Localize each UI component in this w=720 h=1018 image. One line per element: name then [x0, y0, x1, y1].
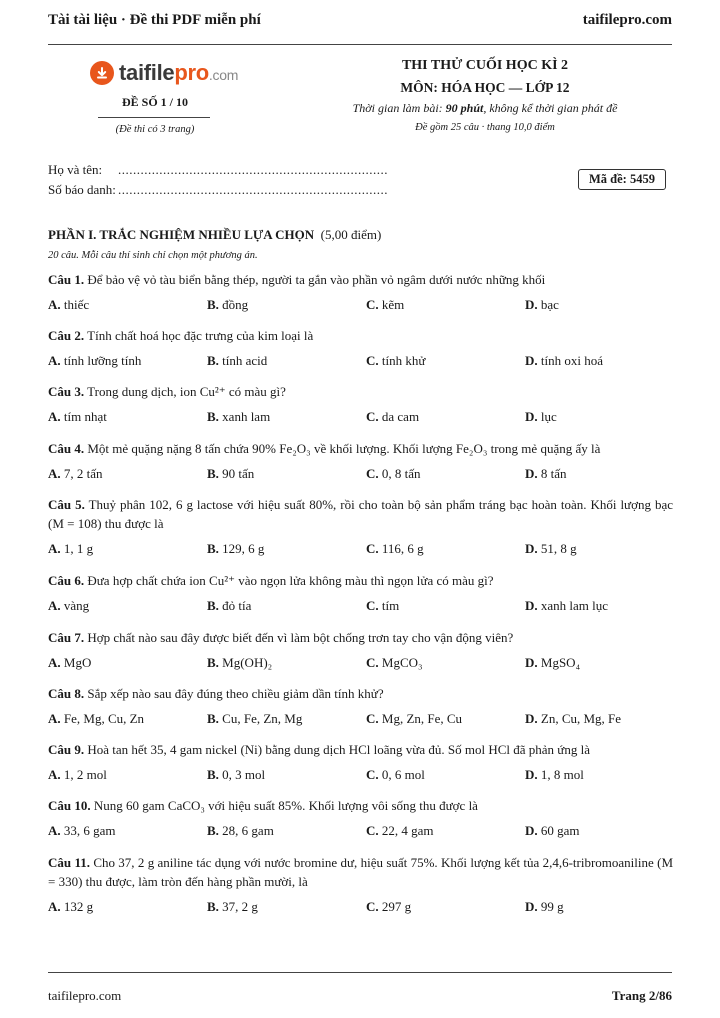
option-b[interactable]: B. 37, 2 g — [207, 899, 258, 914]
question-6: Câu 6. Đưa hợp chất chứa ion Cu²⁺ vào ngọn lửa không màu thì ngọn lửa có màu gì? — [48, 573, 494, 588]
option-b[interactable]: B. Mg(OH)₂ — [207, 655, 273, 670]
download-icon — [90, 61, 114, 85]
option-b[interactable]: B. 0, 3 mol — [207, 767, 266, 782]
exam-title: THI THỬ CUỐI HỌC KÌ 2 — [401, 58, 569, 73]
option-c[interactable]: C. MgCO₃ — [366, 655, 423, 670]
option-c[interactable]: C. 22, 4 gam — [366, 823, 434, 838]
option-c[interactable]: C. tính khử — [366, 353, 426, 368]
option-d[interactable]: D. 99 g — [525, 899, 564, 914]
option-c[interactable]: C. 297 g — [366, 899, 412, 914]
option-c[interactable]: C. 116, 6 g — [366, 541, 424, 556]
option-d[interactable]: D. lục — [525, 409, 557, 424]
question-10: Câu 10. Nung 60 gam CaCO₃ với hiệu suất 85%. Khối lượng vôi sống thu được là — [48, 798, 478, 813]
option-c[interactable]: C. da cam — [366, 409, 420, 424]
option-a[interactable]: A. tím nhạt — [48, 409, 107, 424]
name-field[interactable]: Họ và tên: ........................................................................ — [48, 162, 388, 177]
exam-number-divider — [98, 117, 210, 118]
option-c[interactable]: C. 0, 6 mol — [366, 767, 425, 782]
option-a[interactable]: A. 33, 6 gam — [48, 823, 116, 838]
option-a[interactable]: A. Fe, Mg, Cu, Zn — [48, 711, 145, 726]
option-a[interactable]: A. 1, 2 mol — [48, 767, 107, 782]
option-b[interactable]: B. xanh lam — [207, 409, 271, 424]
option-d[interactable]: D. 60 gam — [525, 823, 580, 838]
option-d[interactable]: D. 8 tấn — [525, 466, 567, 481]
option-d[interactable]: D. tính oxi hoá — [525, 353, 603, 368]
question-1: Câu 1. Để bảo vệ vỏ tàu biển bằng thép, người ta gắn vào phần vỏ ngâm dưới nước những khối — [48, 272, 546, 287]
option-c[interactable]: C. kẽm — [366, 297, 405, 312]
option-d[interactable]: D. xanh lam lục — [525, 598, 609, 613]
option-b[interactable]: B. 28, 6 gam — [207, 823, 274, 838]
header-site-link[interactable]: taifilepro.com — [582, 12, 672, 28]
option-a[interactable]: A. 132 g — [48, 899, 94, 914]
question-7: Câu 7. Hợp chất nào sau đây được biết đến vì làm bột chống trơn tay cho vận động viên? — [48, 630, 514, 645]
option-d[interactable]: D. 51, 8 g — [525, 541, 577, 556]
option-a[interactable]: A. tính lưỡng tính — [48, 353, 142, 368]
option-b[interactable]: B. Cu, Fe, Zn, Mg — [207, 711, 303, 726]
option-c[interactable]: C. Mg, Zn, Fe, Cu — [366, 711, 463, 726]
option-b[interactable]: B. đỏ tía — [207, 598, 252, 613]
question-4: Câu 4. Một mẻ quặng nặng 8 tấn chứa 90% Fe₂O₃ về khối lượng. Khối lượng Fe₂O₃ trong mẻ quặng ấy là — [48, 441, 601, 456]
exam-code-box: Mã đề: 5459 — [578, 169, 666, 190]
option-a[interactable]: A. vàng — [48, 598, 90, 613]
header-site-title: Tài tài liệu · Đề thi PDF miễn phí — [48, 12, 261, 28]
logo-wordmark: taifilepro.com — [119, 60, 239, 85]
question-3: Câu 3. Trong dung dịch, ion Cu²⁺ có màu gì? — [48, 384, 286, 399]
page-count-note: (Đề thi có 3 trang) — [115, 124, 195, 135]
option-c[interactable]: C. tím — [366, 598, 400, 613]
option-b[interactable]: B. tính acid — [207, 353, 268, 368]
option-c[interactable]: C. 0, 8 tấn — [366, 466, 421, 481]
option-a[interactable]: A. 7, 2 tấn — [48, 466, 103, 481]
question-5: Câu 5. Thuỷ phân 102, 6 g lactose với hiệu suất 80%, rồi cho toàn bộ sản phẩm tráng bạc hoàn toàn. Khối lượng bạc (M = 108) thu được là — [48, 497, 673, 531]
header-divider — [48, 44, 672, 45]
logo — [90, 60, 238, 86]
page-number: Trang 2/86 — [611, 988, 672, 1003]
question-11: Câu 11. Cho 37, 2 g aniline tác dụng với nước bromine dư, hiệu suất 75%. Khối lượng kết tủa 2,4,6-tribromoaniline (M = 330) thu được, làm tròn đến hàng phần mười, là — [48, 855, 674, 889]
option-a[interactable]: A. thiếc — [48, 297, 90, 312]
option-b[interactable]: B. 90 tấn — [207, 466, 255, 481]
option-b[interactable]: B. đồng — [207, 297, 249, 312]
question-9: Câu 9. Hoà tan hết 35, 4 gam nickel (Ni) bằng dung dịch HCl loãng vừa đủ. Số mol HCl đã phản ứng là — [48, 742, 590, 757]
footer-divider — [48, 972, 672, 973]
option-a[interactable]: A. 1, 1 g — [48, 541, 94, 556]
student-id-field[interactable]: Số báo danh: ........................................................................ — [48, 182, 388, 197]
footer-site-link[interactable]: taifilepro.com — [48, 988, 122, 1003]
section-note: 20 câu. Mỗi câu thí sinh chỉ chọn một phương án. — [48, 250, 258, 261]
exam-subject: MÔN: HÓA HỌC — LỚP 12 — [400, 80, 570, 95]
exam-number: ĐỀ SỐ 1 / 10 — [121, 95, 188, 109]
option-d[interactable]: D. 1, 8 mol — [525, 767, 584, 782]
option-d[interactable]: D. MgSO₄ — [525, 655, 581, 670]
option-d[interactable]: D. bạc — [525, 297, 559, 312]
option-d[interactable]: D. Zn, Cu, Mg, Fe — [525, 711, 622, 726]
question-8: Câu 8. Sắp xếp nào sau đây đúng theo chiều giảm dần tính khử? — [48, 686, 384, 701]
exam-time: Thời gian làm bài: 90 phút, không kể thời gian phát đề — [352, 101, 618, 115]
option-b[interactable]: B. 129, 6 g — [207, 541, 265, 556]
option-a[interactable]: A. MgO — [48, 655, 92, 670]
exam-count: Đề gồm 25 câu · thang 10,0 điểm — [415, 122, 555, 133]
section-title: PHẦN I. TRẮC NGHIỆM NHIỀU LỰA CHỌN (5,00 điểm) — [48, 227, 382, 242]
question-2: Câu 2. Tính chất hoá học đặc trưng của kim loại là — [48, 328, 314, 343]
